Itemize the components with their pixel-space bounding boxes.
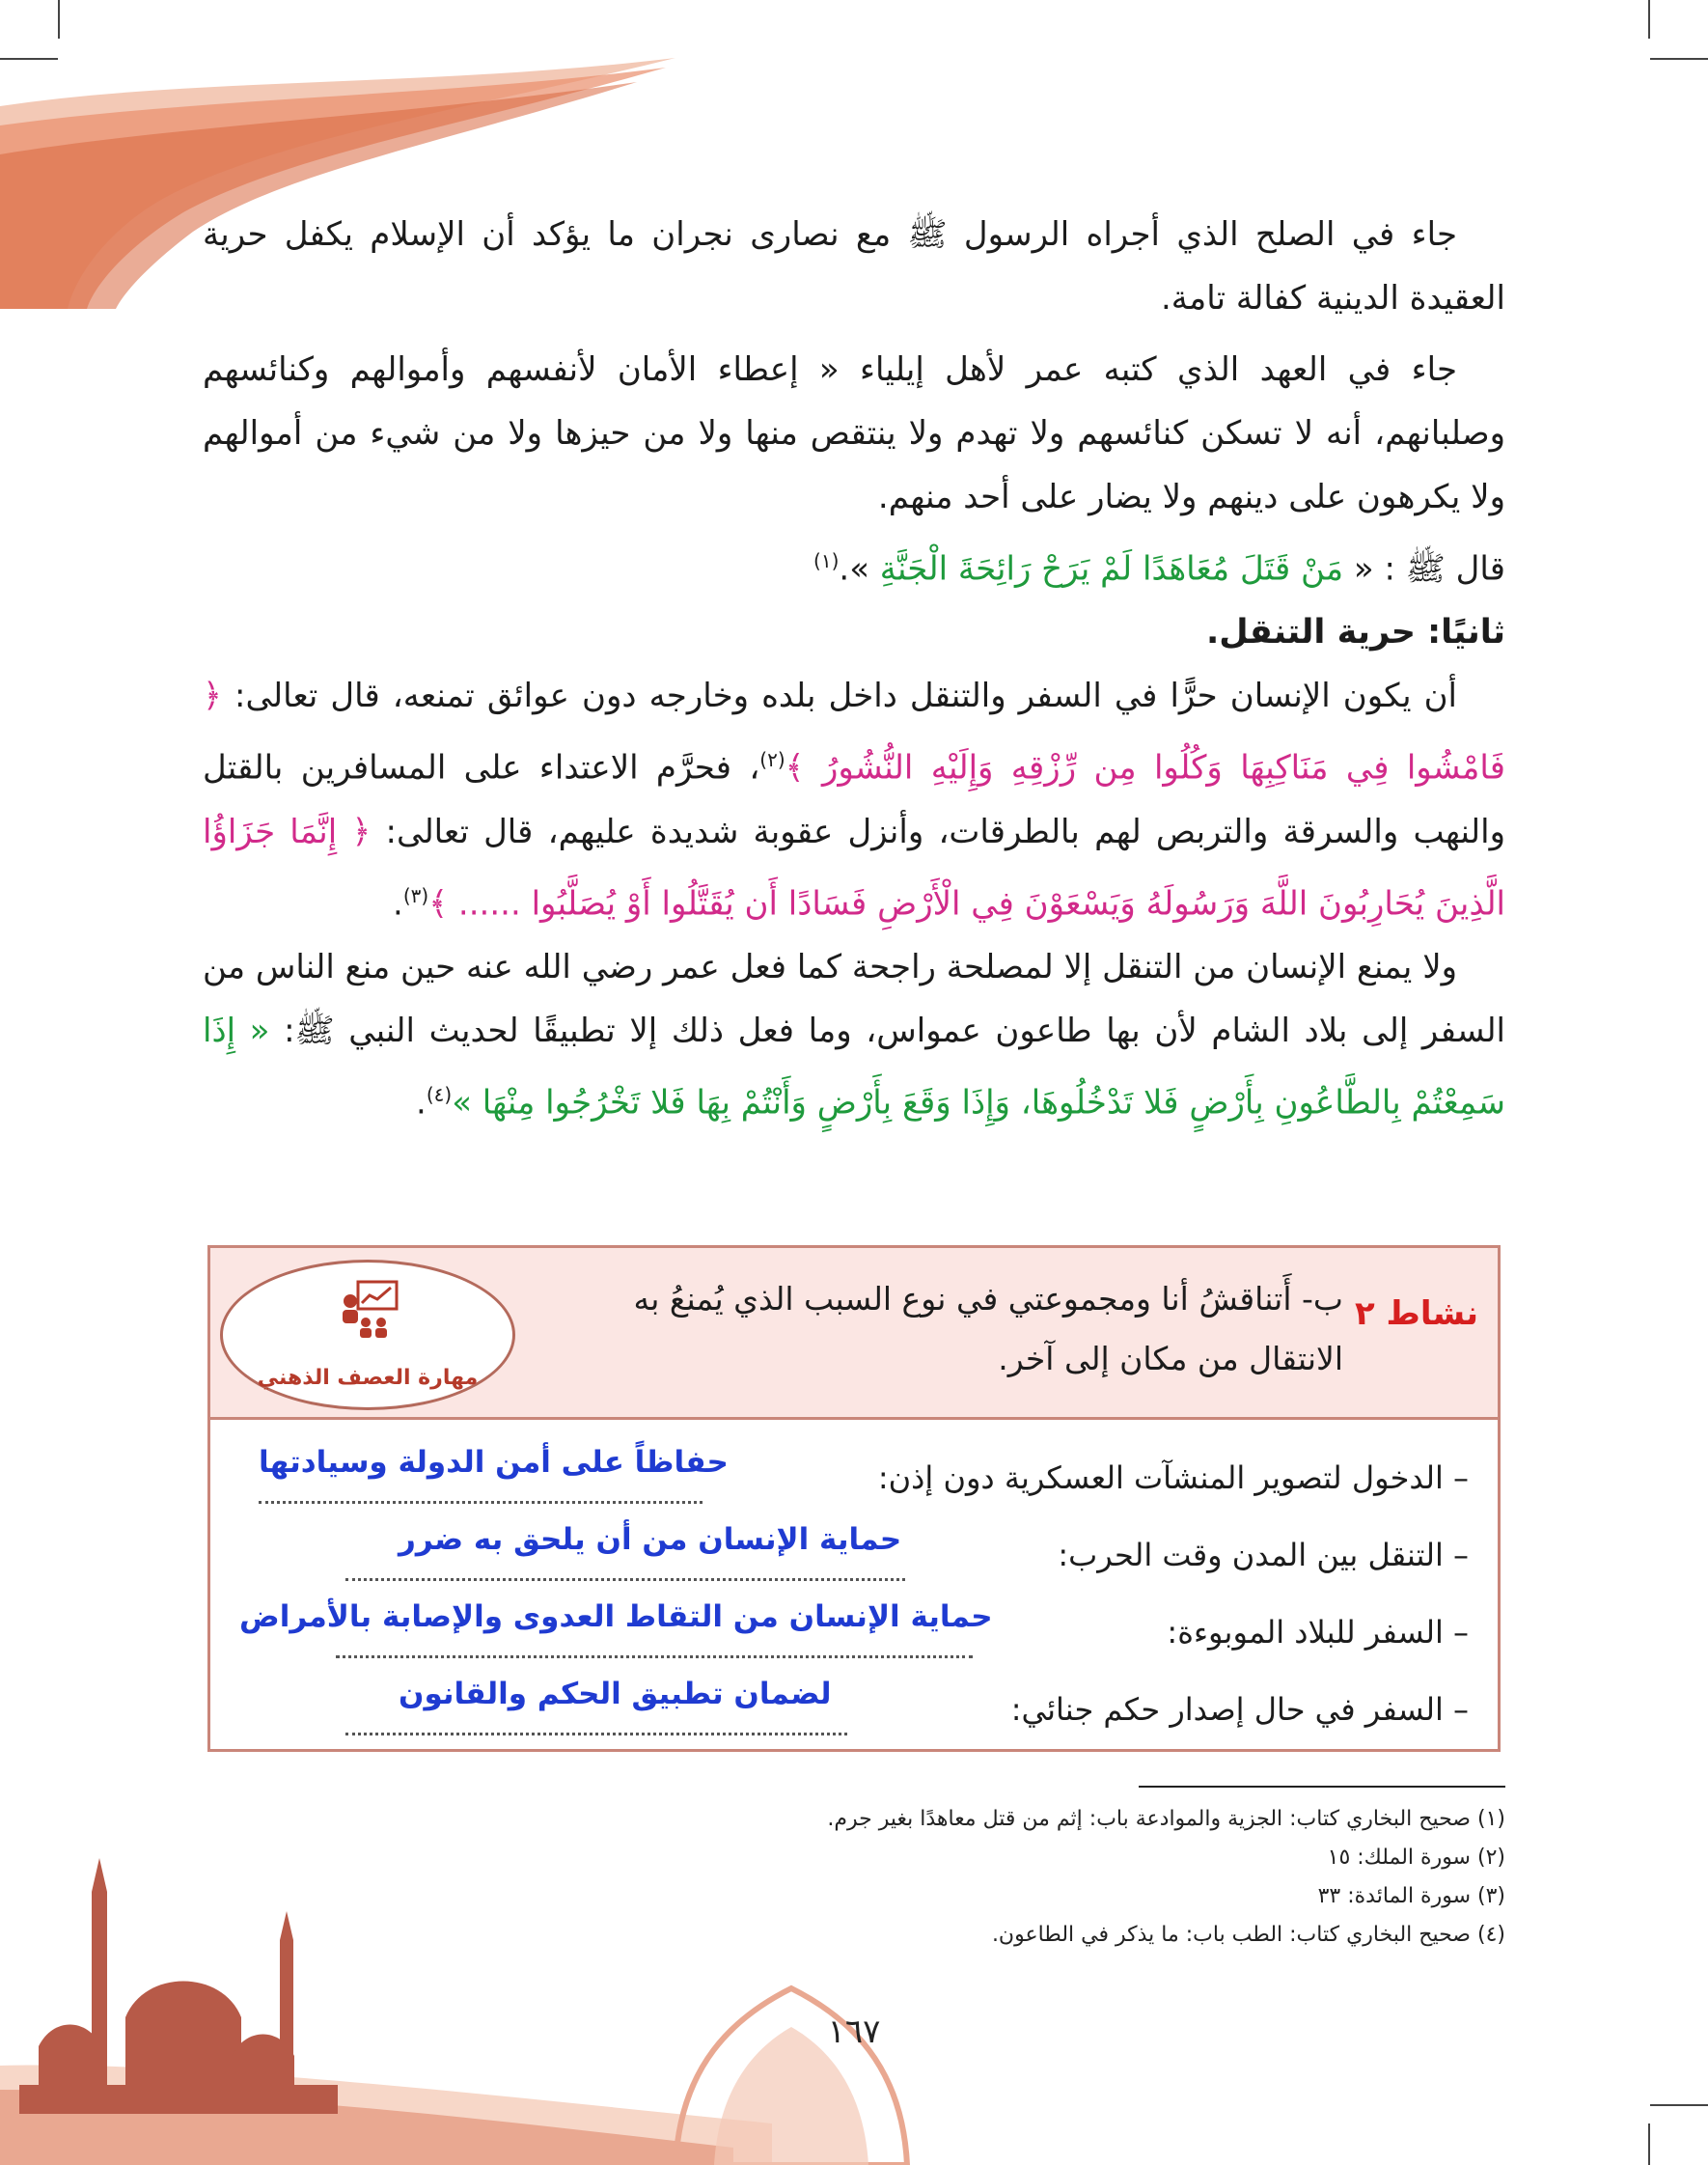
footnote-ref: (٣) [402, 883, 429, 907]
row-answer: حفاظاً على أمن الدولة وسيادتها [259, 1445, 729, 1480]
hadith-text: مَنْ قَتَلَ مُعَاهَدًا لَمْ يَرَحْ رَائِحَةَ الْجَنَّةِ [869, 549, 1354, 589]
paragraph: جاء في الصلح الذي أجراه الرسول ﷺ مع نصارى نجران ما يؤكد أن الإسلام يكفل حرية العقيدة الدينية كفالة تامة. [203, 215, 1505, 318]
crop-mark [1648, 0, 1650, 39]
paragraph-intro: أن يكون الإنسان حرًّا في السفر والتنقل داخل بلده وخارجه دون عوائق تمنعه، قال تعالى: [234, 677, 1457, 716]
footnote-ref: (١) [813, 549, 840, 572]
hadith-prefix: قال ﷺ : « [1353, 549, 1505, 589]
row-answer: حماية الإنسان من أن يلحق به ضرر [399, 1522, 902, 1557]
row-answer: لضمان تطبيق الحكم والقانون [399, 1677, 832, 1711]
page-number: ١٦٧ [827, 2012, 881, 2051]
row-question: – السفر للبلاد الموبوءة: [1167, 1614, 1469, 1651]
activity-prompt: ب- أَتناقشُ أنا ومجموعتي في نوع السبب الذي يُمنعُ به الانتقال من مكان إلى آخر. [633, 1280, 1343, 1377]
crop-mark [1648, 2123, 1650, 2165]
quran-verse: ﴿ إِنَّمَا جَزَاؤُا الَّذِينَ يُحَارِبُونَ اللَّهَ وَرَسُولَهُ وَيَسْعَوْنَ فِي الْأَرْضِ فَسَادًا أَن يُقَتَّلُوا أَوْ يُصَلَّبُوا ...... ﴾ [203, 812, 1505, 923]
paragraph-middle: ، فحرَّم الاعتداء على المسافرين بالقتل والنهب والسرقة والتربص لهم بالطرقات، وأنزل عقوبة شديدة عليهم، قال تعالى: [203, 748, 1505, 851]
paragraph: ولا يمنع الإنسان من التنقل إلا لمصلحة راجحة كما فعل عمر رضي الله عنه حين منع الناس من السفر إلى بلاد الشام لأن بها طاعون عمواس، وما فعل ذلك إلا تطبيقًا لحديث النبي ﷺ: « إِذَا سَمِعْتُمْ بِالطَّاعُونِ بِأَرْضٍ فَلا تَدْخُلُوهَا، وَإِذَا وَقَعَ بِأَرْضٍ وَأَنْتُمْ بِهَا فَلا تَخْرُجُوا مِنْهَا »$^{(٤)}$. [203, 947, 1506, 1123]
footnote-ref: (٤) [426, 1082, 453, 1106]
row-question: – الدخول لتصوير المنشآت العسكرية دون إذن: [877, 1459, 1469, 1496]
activity-tag: نشاط ٢ [1354, 1294, 1478, 1333]
crop-mark [1650, 58, 1708, 60]
paragraph: أن يكون الإنسان حرًّا في السفر والتنقل داخل بلده وخارجه دون عوائق تمنعه، قال تعالى: ﴿ فَامْشُوا فِي مَنَاكِبِهَا وَكُلُوا مِن رِّزْقِهِ وَإِلَيْهِ النُّشُورُ ﴾$^{(٢)}$، فحرَّم الاعتداء على المسافرين بالقتل والنهب والسرقة والتربص لهم بالطرقات، وأنزل عقوبة شديدة عليهم، قال تعالى: ﴿ إِنَّمَا جَزَاؤُا الَّذِينَ يُحَارِبُونَ اللَّهَ وَرَسُولَهُ وَيَسْعَوْنَ فِي الْأَرْضِ فَسَادًا أَن يُقَتَّلُوا أَوْ يُصَلَّبُوا ...... ﴾$^{(٣)}$. [203, 677, 1506, 923]
row-answer: حماية الإنسان من التقاط العدوى والإصابة بالأمراض [239, 1599, 993, 1634]
footnote-ref: (٢) [759, 748, 785, 772]
row-question: – التنقل بين المدن وقت الحرب: [1058, 1537, 1469, 1573]
section-heading: ثانيًا: حرية التنقل. [1205, 613, 1505, 652]
row-question: – السفر في حال إصدار حكم جنائي: [1010, 1691, 1469, 1728]
hadith-text: « إِذَا سَمِعْتُمْ بِالطَّاعُونِ بِأَرْضٍ فَلا تَدْخُلُوهَا، وَإِذَا وَقَعَ بِأَرْضٍ وَأَنْتُمْ بِهَا فَلا تَخْرُجُوا مِنْهَا » [203, 1011, 1505, 1123]
crop-mark [1650, 2104, 1708, 2106]
footnote: (٤) صحيح البخاري كتاب: الطب باب: ما يذكر في الطاعون. [991, 1923, 1505, 1947]
hadith-suffix: ». [839, 549, 869, 589]
footnote: (٣) سورة المائدة: ٣٣ [1317, 1884, 1505, 1908]
quran-verse: ﴿ فَامْشُوا فِي مَنَاكِبِهَا وَكُلُوا مِن رِّزْقِهِ وَإِلَيْهِ النُّشُورُ ﴾ [203, 677, 1506, 788]
footnote: (١) صحيح البخاري كتاب: الجزية والموادعة باب: إثم من قتل معاهدًا بغير جرم. [827, 1807, 1505, 1831]
paragraph-text: ولا يمنع الإنسان من التنقل إلا لمصلحة راجحة كما فعل عمر رضي الله عنه حين منع الناس من السفر إلى بلاد الشام لأن بها طاعون عمواس، وما فعل ذلك إلا تطبيقًا لحديث النبي ﷺ: [203, 947, 1506, 1050]
paragraph: جاء في العهد الذي كتبه عمر لأهل إيلياء « إعطاء الأمان لأنفسهم وأموالهم وكنائسهم وصلبانهم، أنه لا تسكن كنائسهم ولا تهدم ولا ينتقص منها ولا من حيزها ولا من شيء من أموالهم ولا يكرهون على دينهم ولا يضار على أحد منهم. [203, 350, 1505, 516]
footnote-divider [1139, 1786, 1505, 1788]
skill-label: مهارة العصف الذهني [257, 1366, 479, 1390]
footnote: (٢) سورة الملك: ١٥ [1327, 1846, 1505, 1870]
